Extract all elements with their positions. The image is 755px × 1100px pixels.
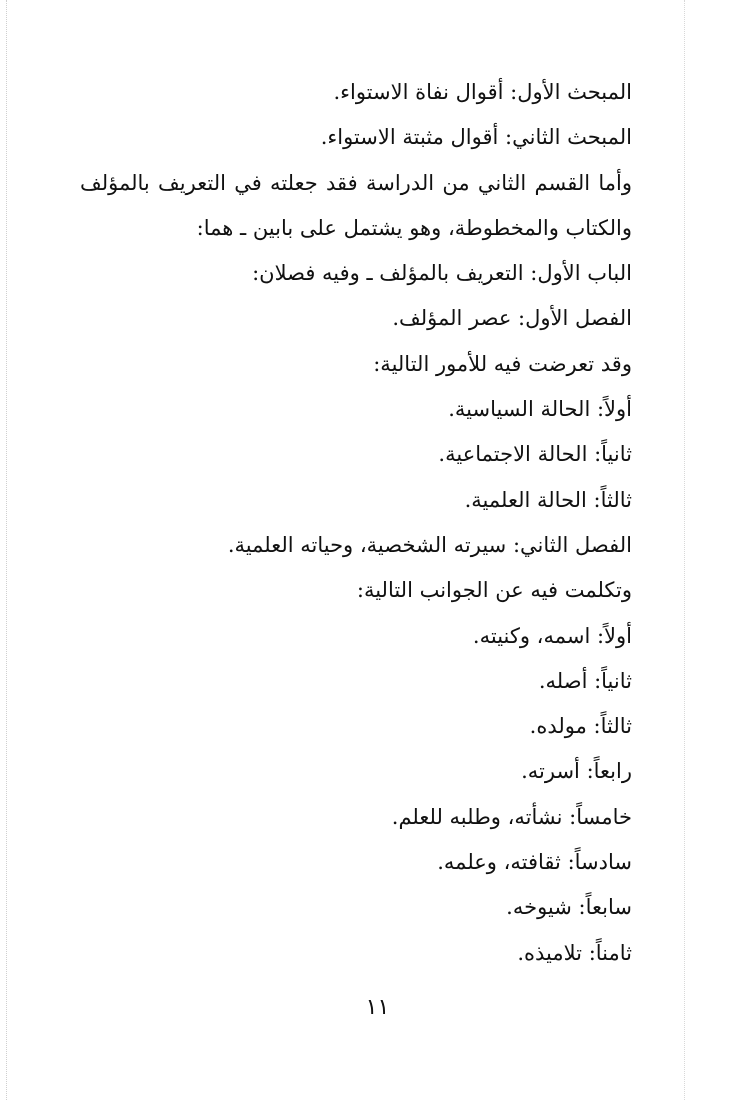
text-line: وقد تعرضت فيه للأمور التالية: <box>373 351 632 376</box>
page-number: ١١ <box>365 995 390 1020</box>
text-line: الفصل الأول: عصر المؤلف. <box>392 306 632 331</box>
text-line: المبحث الثاني: أقوال مثبتة الاستواء. <box>320 125 632 150</box>
text-line: خامساً: نشأته، وطلبه للعلم. <box>391 804 632 829</box>
body-text <box>80 70 632 976</box>
text-line: ثالثاً: مولده. <box>529 714 632 739</box>
text-line: الباب الأول: التعريف بالمؤلف ـ وفيه فصلان: <box>252 261 632 286</box>
text-line: وتكلمت فيه عن الجوانب التالية: <box>356 578 632 603</box>
text-line: سابعاً: شيوخه. <box>506 895 632 920</box>
text-line: والكتاب والمخطوطة، وهو يشتمل على بابين ـ هما: <box>196 215 632 240</box>
text-line: ثالثاً: الحالة العلمية. <box>464 487 632 512</box>
text-line: ثانياً: أصله. <box>538 668 632 693</box>
text-line: رابعاً: أسرته. <box>521 759 632 784</box>
text-line: ثانياً: الحالة الاجتماعية. <box>438 442 632 467</box>
text-line: أولاً: اسمه، وكنيته. <box>472 623 632 648</box>
text-line: وأما القسم الثاني من الدراسة فقد جعلته في التعريف بالمؤلف <box>80 170 632 195</box>
text-line: سادساً: ثقافته، وعلمه. <box>437 850 632 875</box>
text-line: أولاً: الحالة السياسية. <box>448 397 632 422</box>
text-line: الفصل الثاني: سيرته الشخصية، وحياته العلمية. <box>227 532 632 557</box>
scan-edge-left <box>6 0 7 1100</box>
scan-edge-right <box>684 0 685 1100</box>
text-line: المبحث الأول: أقوال نفاة الاستواء. <box>333 80 632 104</box>
text-line: ثامناً: تلاميذه. <box>517 940 632 965</box>
